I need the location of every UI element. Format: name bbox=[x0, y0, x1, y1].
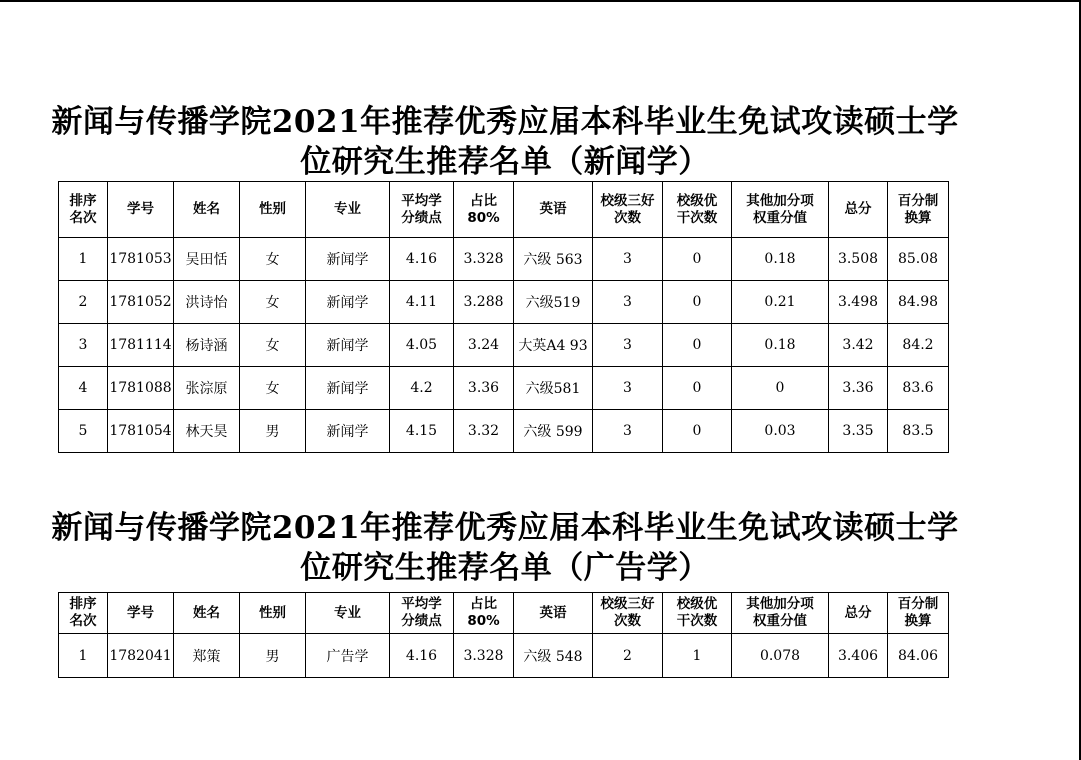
section-title-journalism bbox=[40, 102, 970, 182]
title-line-2: 位研究生推荐名单（新闻学） bbox=[300, 144, 710, 180]
column-header: 姓名 bbox=[174, 182, 240, 238]
column-header: 性别 bbox=[240, 593, 306, 634]
title-line-2: 位研究生推荐名单（广告学） bbox=[300, 550, 710, 586]
table-cell: 85.08 bbox=[888, 238, 949, 281]
table-cell: 5 bbox=[59, 410, 108, 453]
table-cell: 0 bbox=[663, 281, 732, 324]
table-cell: 3 bbox=[593, 238, 663, 281]
table-cell: 3.328 bbox=[454, 634, 514, 678]
table-cell: 3.406 bbox=[829, 634, 888, 678]
table-cell: 3.35 bbox=[829, 410, 888, 453]
table-cell: 新闻学 bbox=[306, 281, 390, 324]
table-cell: 3 bbox=[593, 281, 663, 324]
table-cell: 3.288 bbox=[454, 281, 514, 324]
table-cell: 0.078 bbox=[732, 634, 829, 678]
table-cell: 0.21 bbox=[732, 281, 829, 324]
title-line-1: 新闻与传播学院2021年推荐优秀应届本科毕业生免试攻读硕士学 bbox=[51, 510, 959, 546]
table-cell: 0 bbox=[732, 367, 829, 410]
table-cell: 杨诗涵 bbox=[174, 324, 240, 367]
table-cell: 林天昊 bbox=[174, 410, 240, 453]
table-cell: 1 bbox=[663, 634, 732, 678]
table-header-row bbox=[59, 593, 949, 634]
column-header: 排序 名次 bbox=[59, 593, 108, 634]
table-cell: 0 bbox=[663, 238, 732, 281]
table-cell: 女 bbox=[240, 324, 306, 367]
table-cell: 女 bbox=[240, 281, 306, 324]
table-cell: 男 bbox=[240, 410, 306, 453]
column-header: 英语 bbox=[514, 182, 593, 238]
table-cell: 广告学 bbox=[306, 634, 390, 678]
table-cell: 张淙原 bbox=[174, 367, 240, 410]
table-cell: 0.18 bbox=[732, 238, 829, 281]
table-cell: 0.03 bbox=[732, 410, 829, 453]
table-cell: 83.6 bbox=[888, 367, 949, 410]
journalism-recommendation-table bbox=[58, 181, 949, 453]
table-cell: 大英A4 93 bbox=[514, 324, 593, 367]
table-cell: 女 bbox=[240, 367, 306, 410]
column-header: 学号 bbox=[108, 182, 174, 238]
table-body bbox=[59, 634, 949, 678]
column-header: 百分制 换算 bbox=[888, 593, 949, 634]
table-cell: 六级 563 bbox=[514, 238, 593, 281]
table-row bbox=[59, 634, 949, 678]
top-border-line bbox=[0, 0, 1081, 2]
section-title-advertising bbox=[40, 508, 970, 588]
table-cell: 4.16 bbox=[390, 634, 454, 678]
table-cell: 1781053 bbox=[108, 238, 174, 281]
title-line-1: 新闻与传播学院2021年推荐优秀应届本科毕业生免试攻读硕士学 bbox=[51, 104, 959, 140]
table-cell: 84.98 bbox=[888, 281, 949, 324]
column-header: 专业 bbox=[306, 593, 390, 634]
advertising-recommendation-table bbox=[58, 592, 949, 678]
column-header: 姓名 bbox=[174, 593, 240, 634]
column-header: 其他加分项 权重分值 bbox=[732, 182, 829, 238]
table-cell: 1781114 bbox=[108, 324, 174, 367]
table-cell: 六级581 bbox=[514, 367, 593, 410]
table-cell: 3.36 bbox=[829, 367, 888, 410]
table-row bbox=[59, 367, 949, 410]
table-cell: 1781052 bbox=[108, 281, 174, 324]
table-cell: 0.18 bbox=[732, 324, 829, 367]
column-header: 性别 bbox=[240, 182, 306, 238]
table-cell: 六级519 bbox=[514, 281, 593, 324]
table-cell: 0 bbox=[663, 324, 732, 367]
table-cell: 洪诗怡 bbox=[174, 281, 240, 324]
column-header: 总分 bbox=[829, 593, 888, 634]
column-header: 专业 bbox=[306, 182, 390, 238]
table-cell: 吴田恬 bbox=[174, 238, 240, 281]
table-cell: 3.328 bbox=[454, 238, 514, 281]
column-header: 校级三好 次数 bbox=[593, 182, 663, 238]
column-header: 百分制 换算 bbox=[888, 182, 949, 238]
column-header: 平均学 分绩点 bbox=[390, 182, 454, 238]
table-cell: 2 bbox=[593, 634, 663, 678]
table-cell: 84.06 bbox=[888, 634, 949, 678]
column-header: 平均学 分绩点 bbox=[390, 593, 454, 634]
table-cell: 3 bbox=[593, 324, 663, 367]
table-cell: 六级 599 bbox=[514, 410, 593, 453]
column-header: 占比80% bbox=[454, 182, 514, 238]
table-cell: 新闻学 bbox=[306, 324, 390, 367]
table-cell: 84.2 bbox=[888, 324, 949, 367]
table-row bbox=[59, 238, 949, 281]
table-cell: 4 bbox=[59, 367, 108, 410]
table-cell: 新闻学 bbox=[306, 238, 390, 281]
table-cell: 3 bbox=[59, 324, 108, 367]
table-row bbox=[59, 324, 949, 367]
table-cell: 0 bbox=[663, 367, 732, 410]
table-cell: 1781088 bbox=[108, 367, 174, 410]
table-cell: 4.16 bbox=[390, 238, 454, 281]
table-cell: 3 bbox=[593, 367, 663, 410]
table-cell: 1 bbox=[59, 238, 108, 281]
table-cell: 郑策 bbox=[174, 634, 240, 678]
table-cell: 3.508 bbox=[829, 238, 888, 281]
table-cell: 新闻学 bbox=[306, 367, 390, 410]
column-header: 校级优 干次数 bbox=[663, 593, 732, 634]
column-header: 校级优 干次数 bbox=[663, 182, 732, 238]
column-header: 排序 名次 bbox=[59, 182, 108, 238]
table-cell: 男 bbox=[240, 634, 306, 678]
table-body bbox=[59, 238, 949, 453]
table-row bbox=[59, 281, 949, 324]
table-cell: 4.2 bbox=[390, 367, 454, 410]
table-cell: 83.5 bbox=[888, 410, 949, 453]
table-cell: 4.11 bbox=[390, 281, 454, 324]
table-cell: 3.498 bbox=[829, 281, 888, 324]
table-row bbox=[59, 410, 949, 453]
table-cell: 3.32 bbox=[454, 410, 514, 453]
table-cell: 3.42 bbox=[829, 324, 888, 367]
column-header: 学号 bbox=[108, 593, 174, 634]
table-header-row bbox=[59, 182, 949, 238]
table-cell: 女 bbox=[240, 238, 306, 281]
table-cell: 六级 548 bbox=[514, 634, 593, 678]
table-cell: 3 bbox=[593, 410, 663, 453]
table-cell: 1 bbox=[59, 634, 108, 678]
column-header: 英语 bbox=[514, 593, 593, 634]
table-cell: 4.05 bbox=[390, 324, 454, 367]
table-cell: 0 bbox=[663, 410, 732, 453]
table-cell: 4.15 bbox=[390, 410, 454, 453]
table-cell: 新闻学 bbox=[306, 410, 390, 453]
table-cell: 3.24 bbox=[454, 324, 514, 367]
table-cell: 1782041 bbox=[108, 634, 174, 678]
column-header: 其他加分项 权重分值 bbox=[732, 593, 829, 634]
column-header: 占比80% bbox=[454, 593, 514, 634]
table-cell: 3.36 bbox=[454, 367, 514, 410]
column-header: 总分 bbox=[829, 182, 888, 238]
table-cell: 1781054 bbox=[108, 410, 174, 453]
column-header: 校级三好 次数 bbox=[593, 593, 663, 634]
table-cell: 2 bbox=[59, 281, 108, 324]
